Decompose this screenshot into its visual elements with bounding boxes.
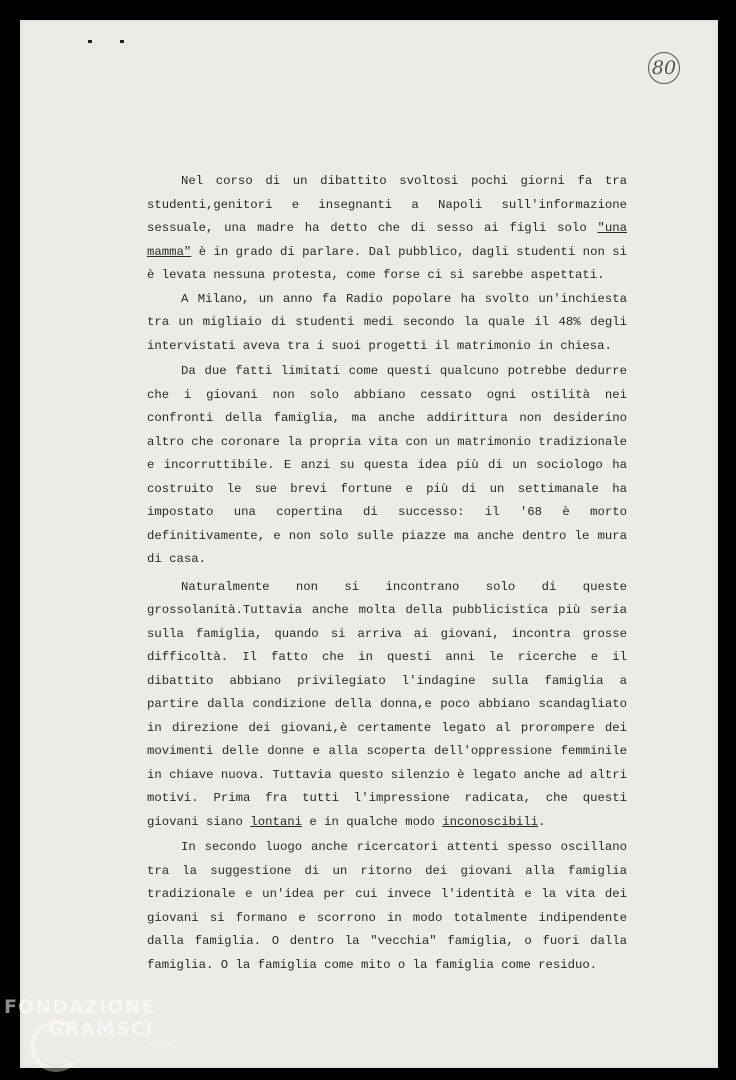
watermark-line3: onlus	[150, 1040, 175, 1050]
document-page	[20, 20, 718, 1068]
paragraph-1: Nel corso di un dibattito svoltosi pochi giorni fa tra studenti,genitori e insegnanti a Napoli sull'informazione sessuale, una madre ha detto che di sesso ai figli solo "una mamma" è in grado di parlare. Dal pubblico, dagli studenti non si è levata nessuna protesta, come forse ci si sarebbe aspettati.	[147, 174, 627, 282]
body-text	[147, 170, 627, 977]
watermark-line1: FONDAZIONE	[4, 996, 156, 1018]
paragraph-4: Naturalmente non si incontrano solo di queste grossolanità.Tuttavia anche molta della pubblicistica più seria sulla famiglia, quando si arriva ai giovani, incontra grosse difficoltà. Il fatto che in questi anni le ricerche e il dibattito abbiano privilegiato l'indagine sulla famiglia a partire dalla condizione della donna,e poco abbiano scandagliato in direzione dei giovani,è certamente legato al prorompere dei movimenti delle donne e alla scoperta dell'oppressione femminile in chiave nuova. Tuttavia questo silenzio è legato anche ad altri motivi. Prima fra tutti l'impressione radicata, che questi giovani siano lontani e in qualche modo inconoscibili.	[147, 579, 627, 829]
paragraph-5: In secondo luogo anche ricercatori attenti spesso oscillano tra la suggestione di un ritorno dei giovani alla famiglia tradizionale e un'idea per cui invece l'identità e la vita dei giovani si formano e scorrono in modo totalmente indipendente dalla famiglia. O dentro la "vecchia" famiglia, o fuori dalla famiglia. O la famiglia come mito o la famiglia come residuo.	[147, 840, 627, 972]
punch-mark	[88, 40, 92, 43]
watermark	[4, 996, 175, 1050]
paragraph-3: Da due fatti limitati come questi qualcuno potrebbe dedurre che i giovani non solo abbiano cessato ogni ostilità nei confronti della famiglia, ma anche addirittura non desiderino altro che coronare la propria vita con un matrimonio tradizionale e incorruttibile. E anzi su questa idea più di un sociologo ha costruito le sue brevi fortune e più di un settimanale ha impostato una copertina di successo: il '68 è morto definitivamente, e non solo sulle piazze ma anche dentro le mura di casa.	[147, 364, 627, 566]
page-number: 80	[648, 52, 680, 84]
paragraph-2: A Milano, un anno fa Radio popolare ha svolto un'inchiesta tra un migliaio di studenti medi secondo la quale il 48% degli intervistati aveva tra i suoi progetti il matrimonio in chiesa.	[147, 291, 627, 353]
watermark-line2: GRAMSCI	[48, 1018, 154, 1040]
underlined-phrase: inconoscibili	[442, 814, 539, 829]
underlined-phrase: "una mamma"	[147, 221, 627, 259]
underlined-phrase: lontani	[250, 814, 302, 829]
punch-mark	[120, 40, 124, 43]
